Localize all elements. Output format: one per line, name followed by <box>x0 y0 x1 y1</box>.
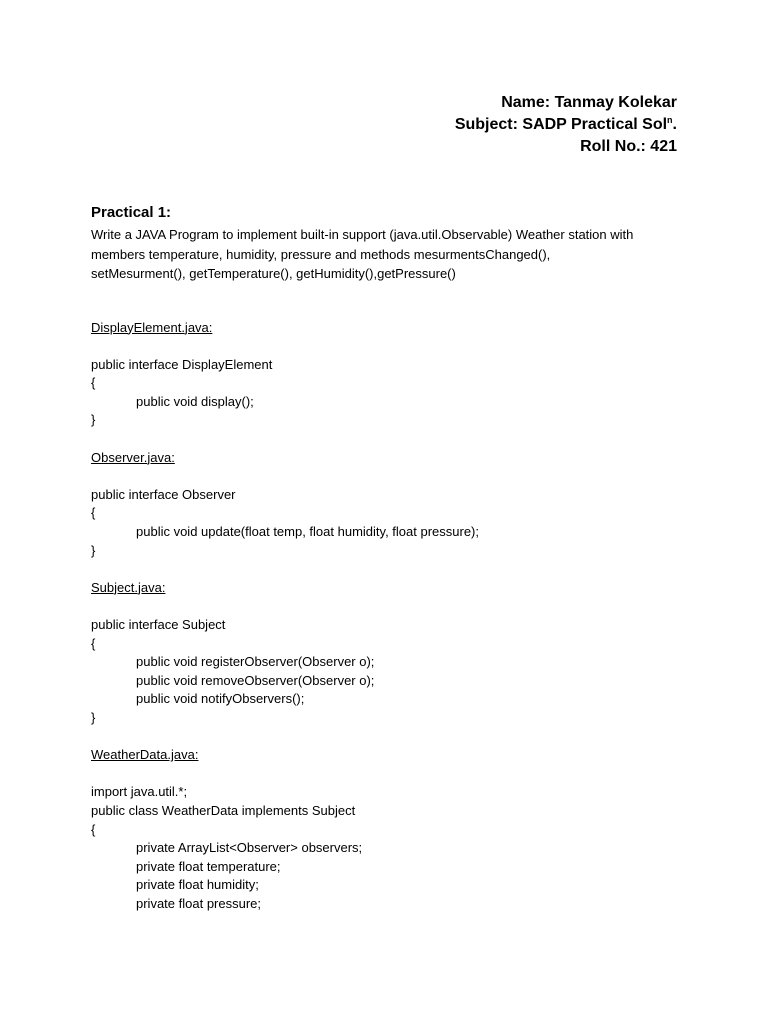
spacer <box>91 765 681 784</box>
spacer <box>91 467 681 486</box>
practical-description <box>91 225 681 284</box>
code-line: private float humidity; <box>136 877 259 893</box>
code-line: } <box>91 542 96 558</box>
spacer <box>91 560 681 579</box>
code-line: { <box>91 821 96 837</box>
code-line: public void registerObserver(Observer o); <box>136 654 375 670</box>
code-line: public void display(); <box>136 393 254 409</box>
code-line: } <box>91 709 96 725</box>
file-section-subject <box>91 579 681 728</box>
file-label: Observer.java: <box>91 449 175 465</box>
file-section-displayelement <box>91 319 681 431</box>
spacer <box>91 728 681 747</box>
practical-title: Practical 1: <box>91 204 172 221</box>
spacer <box>91 430 681 449</box>
file-section-observer <box>91 449 681 561</box>
code-line: private float temperature; <box>136 858 281 874</box>
subject-text: Subject: SADP Practical Sol <box>454 116 668 133</box>
code-line: { <box>91 635 96 651</box>
spacer <box>91 284 681 319</box>
file-section-weatherdata <box>91 746 681 913</box>
spacer <box>91 337 681 356</box>
description-line: setMesurment(), getTemperature(), getHumidity(),getPressure() <box>91 266 456 281</box>
roll-number: Roll No.: 421 <box>580 138 677 155</box>
description-line: Write a JAVA Program to implement built-in support (java.util.Observable) Weather station with <box>91 227 634 242</box>
code-line: } <box>91 412 96 428</box>
subject-period: . <box>672 116 677 133</box>
file-label: WeatherData.java: <box>91 747 199 763</box>
code-line: { <box>91 505 96 521</box>
code-line: { <box>91 375 96 391</box>
code-line: public void removeObserver(Observer o); <box>136 672 375 688</box>
subject-superscript: n <box>667 115 673 125</box>
code-line: public interface Subject <box>91 617 226 632</box>
practical-content <box>91 202 681 914</box>
student-name: Name: Tanmay Kolekar <box>501 94 677 111</box>
student-header <box>455 92 677 158</box>
description-line: members temperature, humidity, pressure and methods mesurmentsChanged(), <box>91 246 551 262</box>
code-line: public void notifyObservers(); <box>136 691 305 707</box>
file-label: Subject.java: <box>91 579 166 595</box>
code-line: public class WeatherData implements Subject <box>91 802 356 818</box>
file-label: DisplayElement.java: <box>91 319 213 335</box>
code-line: import java.util.*; <box>91 784 188 800</box>
code-line: private ArrayList<Observer> observers; <box>136 840 363 856</box>
code-line: private float pressure; <box>136 895 262 911</box>
spacer <box>91 597 681 616</box>
code-line: public void update(float temp, float humidity, float pressure); <box>136 524 479 540</box>
code-line: public interface Observer <box>91 486 236 502</box>
code-line: public interface DisplayElement <box>91 356 273 372</box>
subject-line <box>455 114 677 136</box>
